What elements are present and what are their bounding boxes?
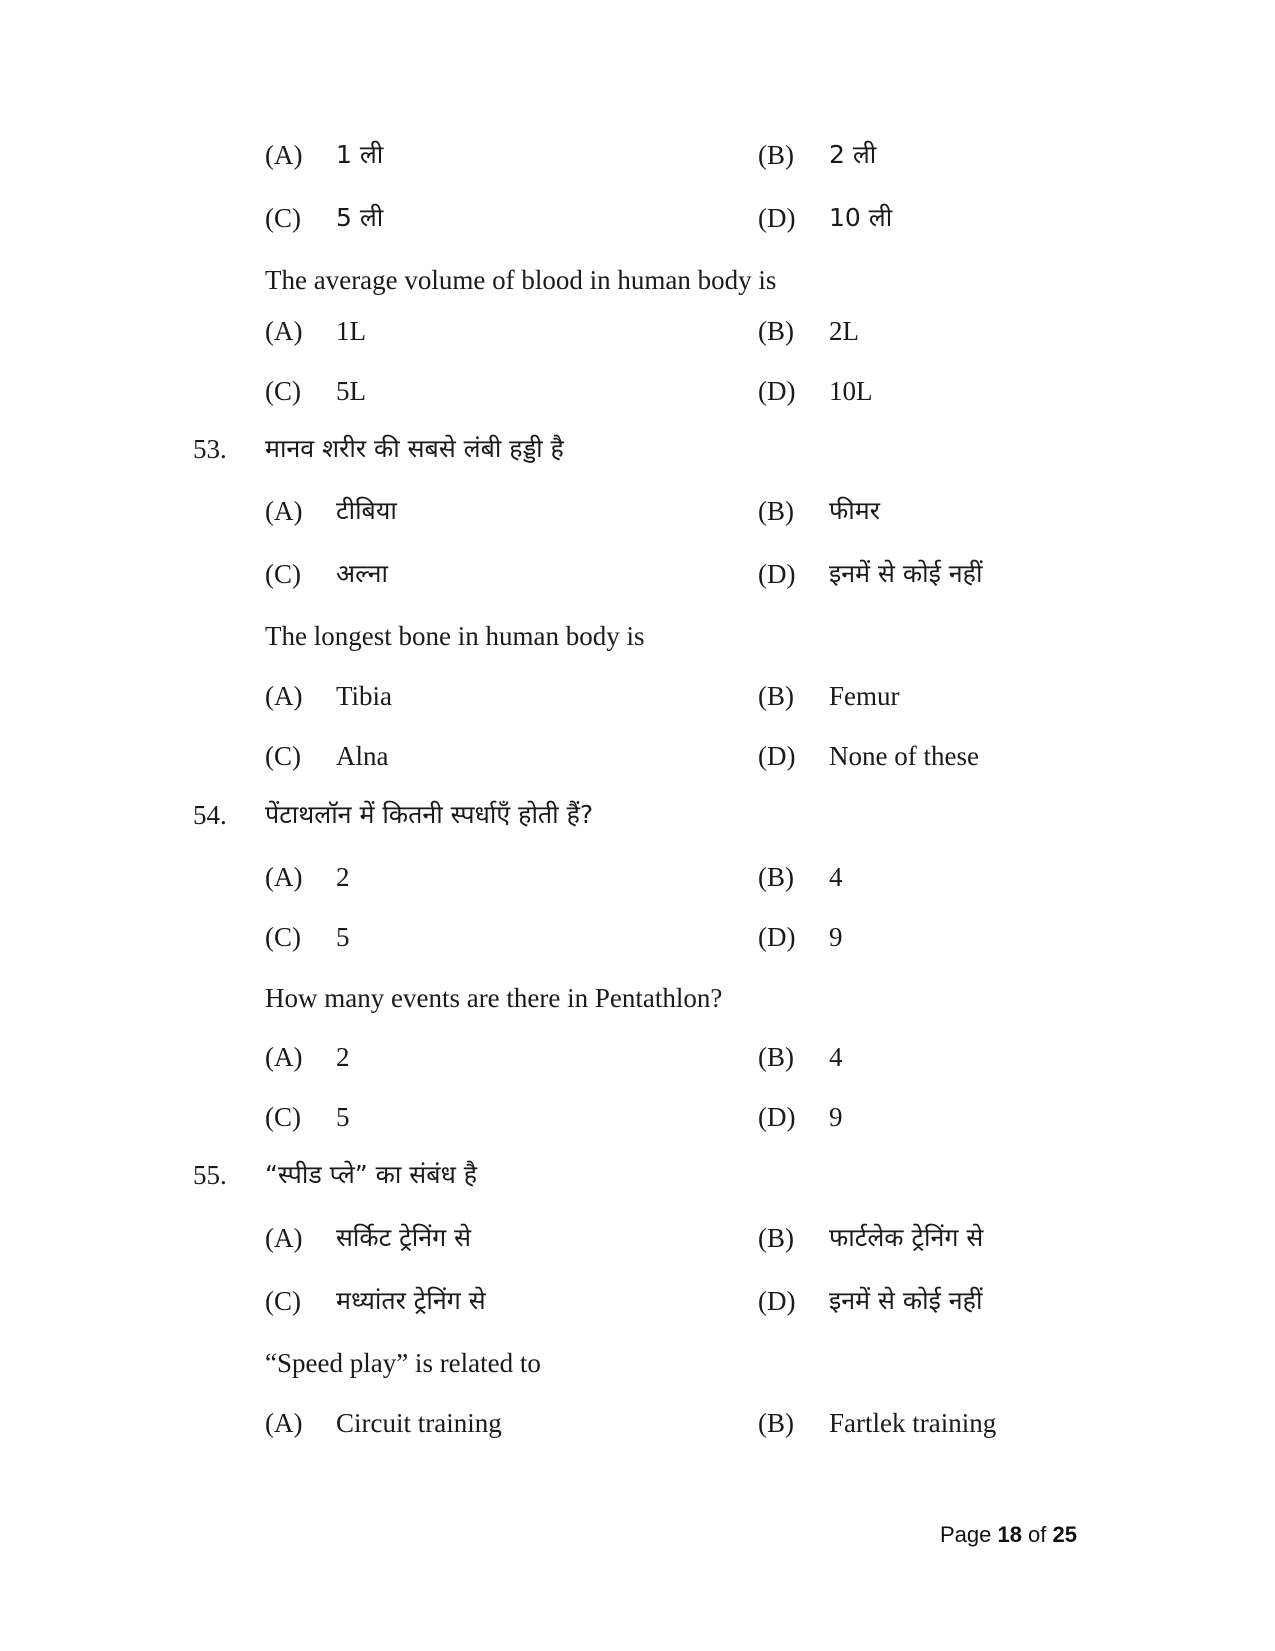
option-label: (D) xyxy=(758,203,796,233)
option-text: 2 ली xyxy=(829,140,877,169)
options-row xyxy=(0,1097,1275,1137)
options-row xyxy=(0,1037,1275,1077)
question-stem-english xyxy=(0,1343,1275,1383)
option-text: फार्टलेक ट्रेनिंग से xyxy=(829,1223,984,1252)
option-text: 1L xyxy=(336,316,366,346)
option-label: (B) xyxy=(758,681,794,711)
option-label: (D) xyxy=(758,1102,796,1132)
option-text: Alna xyxy=(336,741,389,771)
option-label: (A) xyxy=(265,316,303,346)
option-text: 10L xyxy=(829,376,873,406)
option-text: Fartlek training xyxy=(829,1408,997,1438)
option-label: (D) xyxy=(758,741,796,771)
option-label: (C) xyxy=(265,376,301,406)
option-label: (D) xyxy=(758,559,796,589)
question-heading xyxy=(0,429,1275,469)
question-text: How many events are there in Pentathlon? xyxy=(265,983,723,1013)
page-total: 25 xyxy=(1052,1522,1077,1547)
option-text: Femur xyxy=(829,681,900,711)
question-number: 53. xyxy=(193,434,227,464)
page-of: of xyxy=(1021,1522,1053,1547)
option-text: मध्यांतर ट्रेनिंग से xyxy=(336,1286,486,1315)
question-heading xyxy=(0,795,1275,835)
question-text: मानव शरीर की सबसे लंबी हड्डी है xyxy=(265,434,564,463)
option-label: (B) xyxy=(758,1042,794,1072)
options-row xyxy=(0,371,1275,411)
option-text: 2 xyxy=(336,862,350,892)
page-number: 18 xyxy=(997,1522,1022,1547)
options-row xyxy=(0,198,1275,238)
option-text: सर्किट ट्रेनिंग से xyxy=(336,1223,471,1252)
option-text: 9 xyxy=(829,1102,843,1132)
option-text: फीमर xyxy=(829,496,880,525)
question-stem-english xyxy=(0,616,1275,656)
options-row xyxy=(0,1403,1275,1443)
option-label: (C) xyxy=(265,559,301,589)
option-label: (C) xyxy=(265,741,301,771)
options-row xyxy=(0,1281,1275,1321)
option-label: (C) xyxy=(265,1286,301,1316)
option-text: इनमें से कोई नहीं xyxy=(829,559,983,588)
option-label: (A) xyxy=(265,1042,303,1072)
option-label: (A) xyxy=(265,140,303,170)
option-text: Circuit training xyxy=(336,1408,502,1438)
option-label: (B) xyxy=(758,1408,794,1438)
option-text: टीबिया xyxy=(336,496,397,525)
options-row xyxy=(0,736,1275,776)
question-text: The average volume of blood in human body is xyxy=(265,265,777,295)
question-number: 55. xyxy=(193,1160,227,1190)
option-text: 10 ली xyxy=(829,203,893,232)
question-text: “स्पीड प्ले” का संबंध है xyxy=(265,1160,478,1189)
options-row xyxy=(0,135,1275,175)
option-text: इनमें से कोई नहीं xyxy=(829,1286,983,1315)
option-text: 2L xyxy=(829,316,859,346)
question-text: “Speed play” is related to xyxy=(265,1348,541,1378)
option-label: (A) xyxy=(265,862,303,892)
option-label: (C) xyxy=(265,1102,301,1132)
option-text: None of these xyxy=(829,741,979,771)
option-text: 5 xyxy=(336,922,350,952)
option-label: (B) xyxy=(758,862,794,892)
option-label: (D) xyxy=(758,376,796,406)
option-text: 2 xyxy=(336,1042,350,1072)
option-label: (A) xyxy=(265,1408,303,1438)
page-footer xyxy=(940,1522,1077,1548)
option-label: (D) xyxy=(758,922,796,952)
options-row xyxy=(0,676,1275,716)
option-text: 5 xyxy=(336,1102,350,1132)
options-row xyxy=(0,917,1275,957)
option-label: (B) xyxy=(758,316,794,346)
option-label: (A) xyxy=(265,681,303,711)
option-label: (A) xyxy=(265,1223,303,1253)
options-row xyxy=(0,491,1275,531)
option-text: 4 xyxy=(829,862,843,892)
question-text: The longest bone in human body is xyxy=(265,621,645,651)
options-row xyxy=(0,1218,1275,1258)
option-text: 4 xyxy=(829,1042,843,1072)
question-number: 54. xyxy=(193,800,227,830)
page-prefix: Page xyxy=(939,1522,998,1547)
option-text: Tibia xyxy=(336,681,393,711)
option-text: 5L xyxy=(336,376,366,406)
option-label: (B) xyxy=(758,496,794,526)
options-row xyxy=(0,311,1275,351)
option-label: (C) xyxy=(265,203,301,233)
option-label: (A) xyxy=(265,496,303,526)
option-text: 9 xyxy=(829,922,843,952)
question-stem-english xyxy=(0,260,1275,300)
option-label: (B) xyxy=(758,1223,794,1253)
question-stem-english xyxy=(0,978,1275,1018)
question-heading xyxy=(0,1155,1275,1195)
option-label: (D) xyxy=(758,1286,796,1316)
question-text: पेंटाथलॉन में कितनी स्पर्धाएँ होती हैं? xyxy=(265,800,594,829)
option-label: (C) xyxy=(265,922,301,952)
option-text: अल्ना xyxy=(336,559,388,588)
option-label: (B) xyxy=(758,140,794,170)
option-text: 5 ली xyxy=(336,203,384,232)
options-row xyxy=(0,857,1275,897)
options-row xyxy=(0,554,1275,594)
option-text: 1 ली xyxy=(336,140,384,169)
